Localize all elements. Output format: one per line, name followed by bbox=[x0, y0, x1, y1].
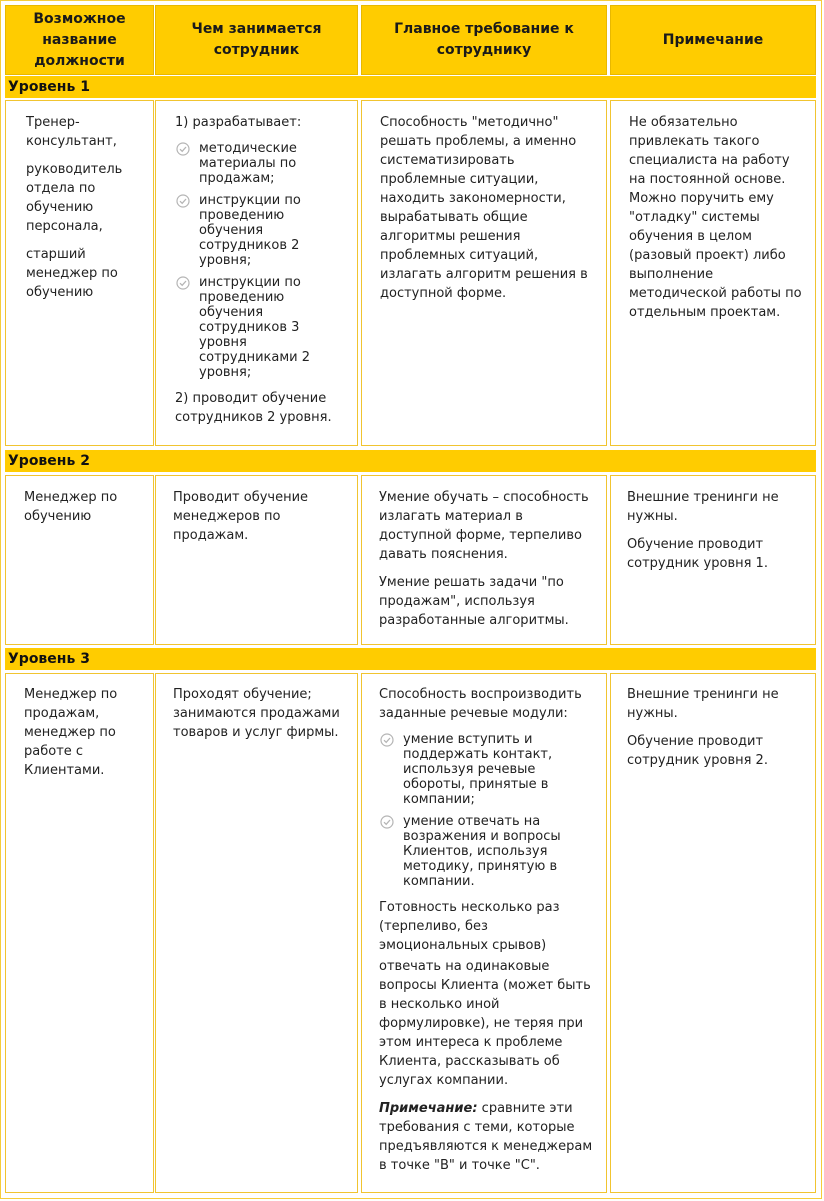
level-1-positions bbox=[5, 100, 154, 446]
position-item: старший менеджер по обучению bbox=[26, 247, 118, 300]
position-text: Менеджер по обучению bbox=[24, 490, 118, 524]
remark-label: Примечание: bbox=[379, 1101, 478, 1116]
header-note: Примечание bbox=[610, 5, 816, 75]
level-3-position bbox=[5, 673, 154, 1193]
requirement-text: Умение обучать – способность излагать материал в доступной форме, терпеливо давать пояснения. bbox=[379, 490, 589, 562]
note-text: Не обязательно привлекать такого специалиста на работу на постоянной основе. Можно поручить ему "отладку" системы обучения в целом (разовый проект) либо выполнение методической работы по отдельным проектам. bbox=[629, 115, 802, 320]
position-item: Тренер-консультант, bbox=[26, 115, 117, 149]
check-circle-icon bbox=[176, 142, 190, 156]
list-item: умение отвечать на возражения и вопросы Клиентов, используя методику, принятую в компании. bbox=[403, 814, 594, 889]
list-item: умение вступить и поддержать контакт, используя речевые обороты, принятые в компании; bbox=[403, 732, 594, 807]
header-duties: Чем занимается сотрудник bbox=[155, 5, 358, 75]
requirement-intro: Способность воспроизводить заданные речевые модули: bbox=[379, 687, 582, 721]
list-item: методические материалы по продажам; bbox=[199, 141, 347, 186]
level-2-note bbox=[610, 475, 816, 645]
note-text: Обучение проводит сотрудник уровня 2. bbox=[627, 734, 768, 768]
list-item: инструкции по проведению обучения сотрудников 3 уровня сотрудниками 2 уровня; bbox=[199, 275, 347, 380]
check-circle-icon bbox=[176, 276, 190, 290]
level-1-note bbox=[610, 100, 816, 446]
level-1-heading: Уровень 1 bbox=[5, 76, 816, 98]
duties-text: Проходят обучение; занимаются продажами товаров и услуг фирмы. bbox=[173, 687, 340, 740]
level-2-requirement bbox=[361, 475, 607, 645]
requirement-text: Способность "методично" решать проблемы, а именно систематизировать проблемные ситуации, находить закономерности, вырабатывать общие алгоритмы решения проблемных ситуаций, излагать алгоритм решения в доступной форме. bbox=[380, 115, 588, 301]
note-text: Внешние тренинги не нужны. bbox=[627, 687, 779, 721]
requirement-list bbox=[379, 732, 594, 889]
remark-text: сравните эти требования с теми, которые предъявляются к менеджерам в точке "B" и точке "C". bbox=[379, 1101, 593, 1173]
check-circle-icon bbox=[380, 733, 394, 747]
level-3-duties bbox=[155, 673, 358, 1193]
level-1-duties bbox=[155, 100, 358, 446]
level-1-requirement bbox=[361, 100, 607, 446]
duties-text: Проводит обучение менеджеров по продажам. bbox=[173, 490, 309, 543]
requirement-text: Готовность несколько раз (терпеливо, без эмоциональных срывов) bbox=[379, 900, 560, 953]
header-requirement: Главное требование к сотруднику bbox=[361, 5, 607, 75]
level-3-note bbox=[610, 673, 816, 1193]
level-3-heading: Уровень 3 bbox=[5, 648, 816, 670]
position-item: руководитель отдела по обучению персонала, bbox=[26, 162, 123, 234]
requirement-text: отвечать на одинаковые вопросы Клиента (может быть в несколько иной формулировке), не теряя при этом интереса к проблеме Клиента, рассказывать об услугах компании. bbox=[379, 959, 591, 1088]
level-2-position bbox=[5, 475, 154, 645]
duties-intro: 1) разрабатывает: bbox=[175, 115, 302, 130]
duties-list bbox=[175, 141, 347, 380]
level-2-duties bbox=[155, 475, 358, 645]
check-circle-icon bbox=[380, 815, 394, 829]
level-3-requirement bbox=[361, 673, 607, 1193]
requirement-text: Умение решать задачи "по продажам", используя разработанные алгоритмы. bbox=[379, 575, 569, 628]
position-text: Менеджер по продажам, менеджер по работе с Клиентами. bbox=[24, 687, 118, 778]
note-text: Обучение проводит сотрудник уровня 1. bbox=[627, 537, 768, 571]
duties-outro: 2) проводит обучение сотрудников 2 уровня. bbox=[175, 391, 332, 425]
level-2-heading: Уровень 2 bbox=[5, 450, 816, 472]
note-text: Внешние тренинги не нужны. bbox=[627, 490, 779, 524]
list-item: инструкции по проведению обучения сотрудников 2 уровня; bbox=[199, 193, 347, 268]
header-position-title: Возможное название должности bbox=[5, 5, 154, 75]
requirement-remark bbox=[379, 1099, 594, 1175]
check-circle-icon bbox=[176, 194, 190, 208]
